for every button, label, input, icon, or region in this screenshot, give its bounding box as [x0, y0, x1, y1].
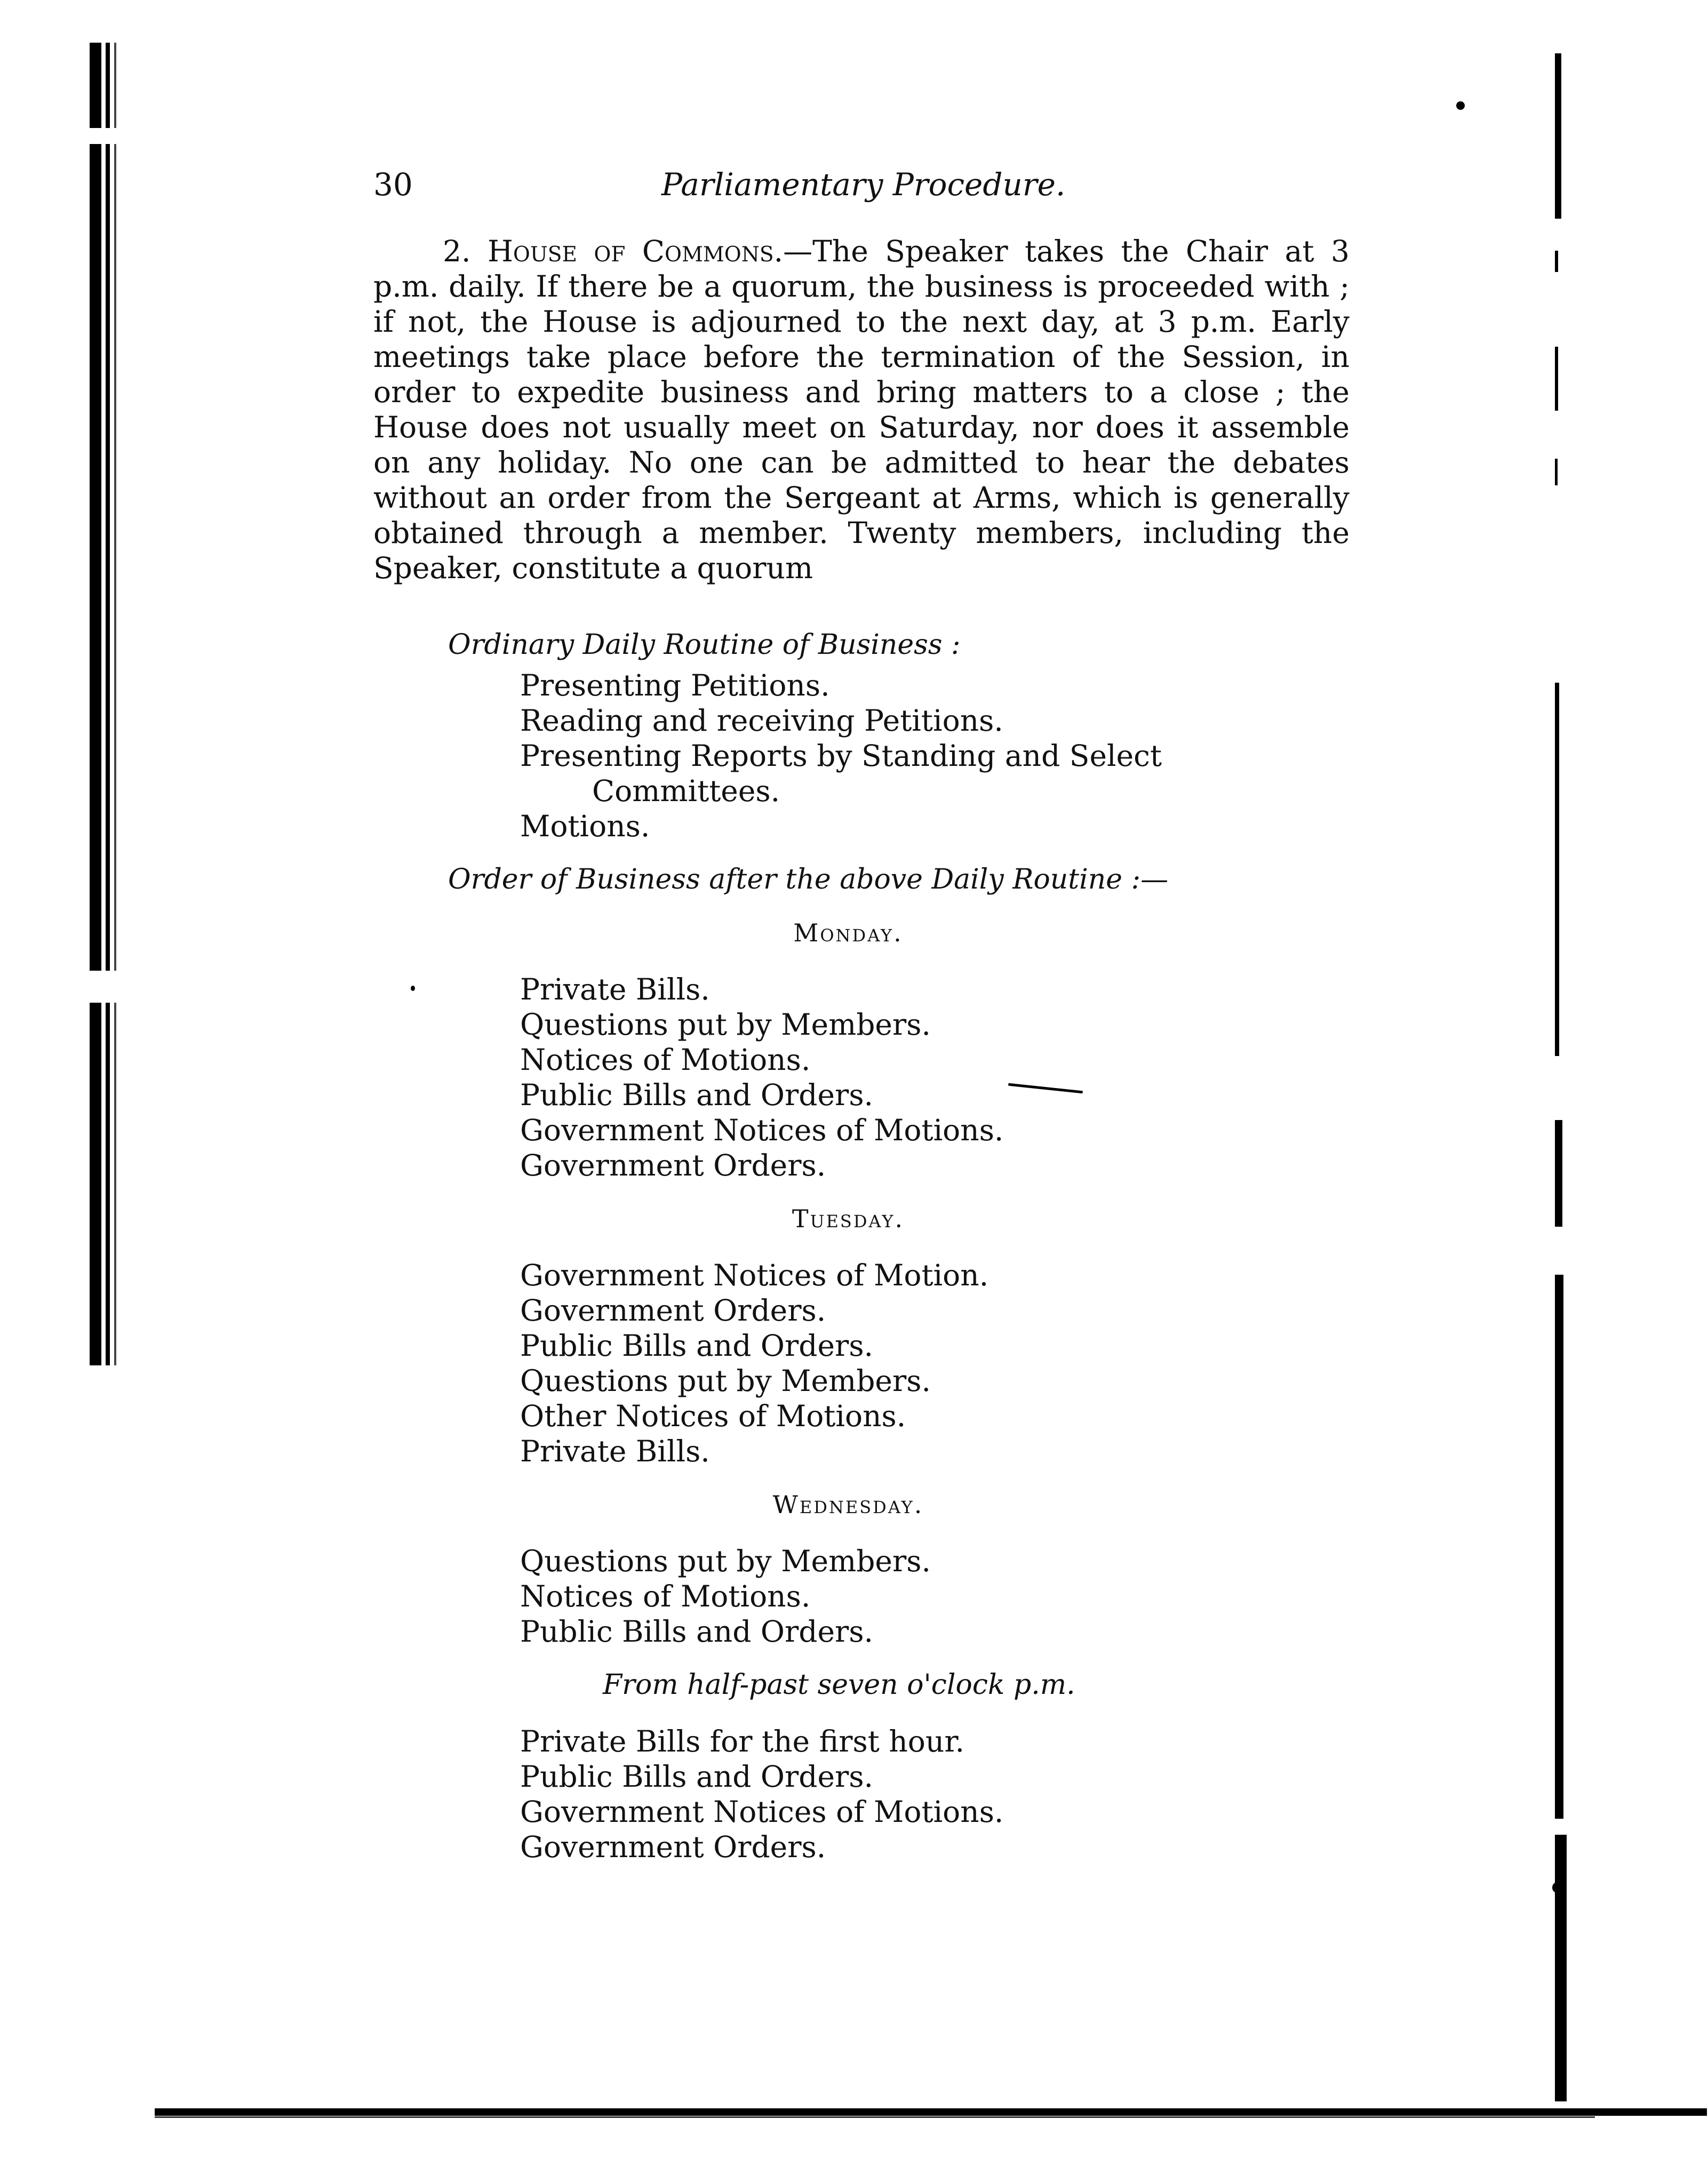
page-number: 30	[373, 166, 413, 203]
list-item: Notices of Motions.	[520, 1579, 811, 1613]
order-of-business-heading: Order of Business after the above Daily Routine :—	[448, 863, 1169, 895]
list-item: Reading and receiving Petitions.	[520, 703, 1003, 738]
list-item: Private Bills.	[520, 1434, 710, 1468]
list-item: Other Notices of Motions.	[520, 1399, 906, 1433]
list-item: Government Orders.	[520, 1830, 826, 1864]
evening-note: From half-past seven o'clock p.m.	[603, 1669, 1075, 1701]
scan-right-edge	[1550, 53, 1574, 2123]
ink-speck	[1456, 101, 1465, 110]
scan-bottom-rule-thin	[155, 2116, 1595, 2118]
list-item: Questions put by Members.	[520, 1364, 931, 1398]
ordinary-routine-heading: Ordinary Daily Routine of Business :	[448, 629, 961, 661]
day-heading-monday: Monday.	[793, 918, 903, 947]
list-item: Presenting Petitions.	[520, 668, 830, 702]
list-item: Public Bills and Orders.	[520, 1760, 874, 1794]
list-item: Government Notices of Motions.	[520, 1795, 1004, 1829]
ordinary-routine-list	[520, 668, 1350, 844]
evening-list	[520, 1724, 1350, 1865]
day-heading-wednesday: Wednesday.	[772, 1490, 924, 1519]
monday-list	[520, 972, 1350, 1183]
house-of-commons-paragraph	[373, 234, 1350, 586]
list-item: Government Notices of Motion.	[520, 1258, 989, 1292]
list-item: Private Bills for the first hour.	[520, 1724, 965, 1758]
list-item: Public Bills and Orders.	[520, 1329, 874, 1363]
list-item: Government Orders.	[520, 1293, 826, 1328]
list-item: Government Notices of Motions.	[520, 1113, 1004, 1147]
list-item: Public Bills and Orders.	[520, 1614, 874, 1649]
scan-left-edge	[90, 43, 132, 1397]
day-heading-tuesday: Tuesday.	[792, 1204, 905, 1233]
paragraph-heading: House of Commons.	[487, 234, 784, 268]
list-item: Notices of Motions.	[520, 1043, 811, 1077]
book-page	[373, 160, 1350, 1865]
paragraph-number: 2.	[443, 234, 471, 268]
ink-speck	[1552, 1883, 1560, 1892]
tuesday-list	[520, 1258, 1350, 1469]
scan-bottom-rule	[155, 2108, 1707, 2116]
paragraph-dash: —	[783, 234, 813, 268]
list-item: Public Bills and Orders.	[520, 1078, 874, 1112]
list-item: Questions put by Members.	[520, 1544, 931, 1578]
page-title: Parliamentary Procedure.	[661, 166, 1066, 203]
list-item: Private Bills.	[520, 972, 710, 1006]
list-item: Motions.	[520, 809, 650, 843]
list-item: Questions put by Members.	[520, 1007, 931, 1042]
list-item: Government Orders.	[520, 1148, 826, 1182]
wednesday-list	[520, 1544, 1350, 1649]
list-item: Presenting Reports by Standing and Select Committees.	[520, 739, 1162, 808]
running-head	[373, 160, 1350, 208]
paragraph-body: The Speaker takes the Chair at 3 p.m. daily. If there be a quorum, the business is proceeded with ; if not, the House is adjourned to the next day, at 3 p.m. Early meetings take place before the termination of the Session, in order to expedite business and bring matters to a close ; the House does not usually meet on Saturday, nor does it assemble on any holiday. No one can be admitted to hear the debates without an order from the Sergeant at Arms, which is generally obtained through a member. Twenty members, including the Speaker, constitute a quorum	[373, 234, 1350, 585]
